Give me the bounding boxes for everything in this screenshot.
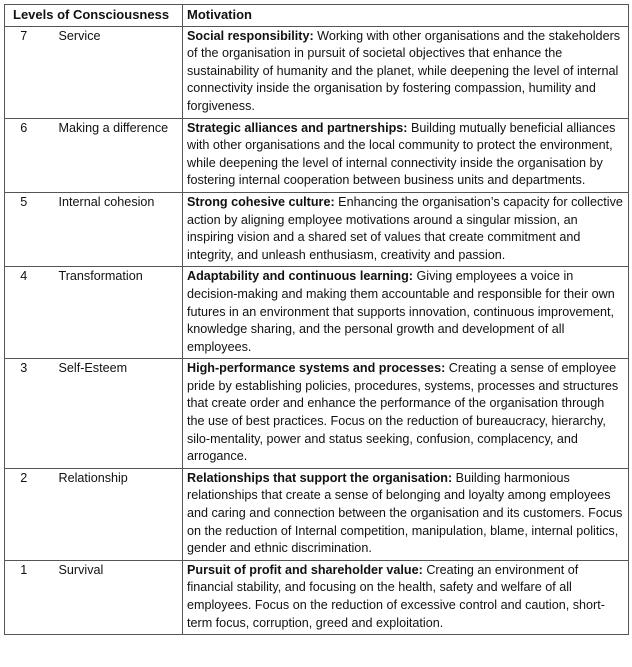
level-number: 7: [5, 26, 55, 118]
motivation-heading: Relationships that support the organisation:: [187, 470, 453, 485]
header-motivation: Motivation: [183, 5, 629, 27]
level-name: Transformation: [55, 267, 183, 359]
level-name: Making a difference: [55, 118, 183, 192]
motivation-heading: Pursuit of profit and shareholder value:: [187, 562, 423, 577]
motivation-text: Working with other organisations and the stakeholders of the organisation in pursuit of societal objectives that enhance the sustainability of humanity and the planet, while deepening the level of internal connectivity inside the organisation by fostering compassion, humility and forgiveness.: [187, 28, 621, 113]
level-name: Relationship: [55, 468, 183, 560]
motivation-cell: [183, 468, 629, 560]
motivation-cell: [183, 359, 629, 469]
table-row: [5, 359, 629, 469]
header-row: [5, 5, 629, 27]
level-name: Self-Esteem: [55, 359, 183, 469]
table-row: [5, 192, 629, 266]
motivation-text: Giving employees a voice in decision-making and making them accountable and responsible for their own futures in an environment that supports innovation, continuous improvement, knowledge sharing, and the personal growth and development of all employees.: [187, 269, 615, 354]
motivation-cell: [183, 118, 629, 192]
level-number: 3: [5, 359, 55, 469]
motivation-cell: [183, 267, 629, 359]
table-row: [5, 560, 629, 634]
level-name: Survival: [55, 560, 183, 634]
level-name: Internal cohesion: [55, 192, 183, 266]
motivation-text: Building harmonious relationships that create a sense of belonging and loyalty among employees and caring and connection between the organisation and its customers. Focus on the reduction of Internal competition, manipulation, blame, internal politics, gender and ethnic discrimination.: [187, 470, 623, 556]
table-row: [5, 26, 629, 118]
motivation-heading: Social responsibility:: [187, 28, 314, 43]
motivation-cell: [183, 26, 629, 118]
motivation-heading: Adaptability and continuous learning:: [187, 269, 413, 284]
table-row: [5, 118, 629, 192]
table-row: [5, 468, 629, 560]
motivation-heading: Strong cohesive culture:: [187, 194, 335, 209]
level-number: 4: [5, 267, 55, 359]
level-name: Service: [55, 26, 183, 118]
level-number: 1: [5, 560, 55, 634]
consciousness-table: [4, 4, 629, 635]
motivation-text: Creating an environment of financial stability, and focusing on the health, safety and welfare of all employees. Focus on the reduction of excessive control and caution, short-term focus, corruption, greed and exploitation.: [187, 562, 605, 630]
motivation-text: Enhancing the organisation’s capacity for collective action by aligning employee motivations around a singular mission, an inspiring vision and a shared set of values that create commitment and integrity, and unleash enthusiasm, creativity and passion.: [187, 194, 623, 262]
motivation-heading: High-performance systems and processes:: [187, 361, 446, 376]
motivation-text: Creating a sense of employee pride by establishing policies, procedures, systems, processes and structures that create order and enhance the performance of the organisation through the use of best practices. Focus on the reduction of bureaucracy, hierarchy, silo-mentality, power and status seeking, confusion, complacency, and arrogance.: [187, 361, 619, 464]
level-number: 6: [5, 118, 55, 192]
level-number: 2: [5, 468, 55, 560]
motivation-heading: Strategic alliances and partnerships:: [187, 120, 408, 135]
motivation-cell: [183, 560, 629, 634]
table-row: [5, 267, 629, 359]
motivation-cell: [183, 192, 629, 266]
header-levels: Levels of Consciousness: [5, 5, 183, 27]
level-number: 5: [5, 192, 55, 266]
motivation-text: Building mutually beneficial alliances with other organisations and the local community to protect the environment, while deepening the level of internal connectivity inside the organisation by fostering internal cooperation between business units and departments.: [187, 120, 616, 188]
